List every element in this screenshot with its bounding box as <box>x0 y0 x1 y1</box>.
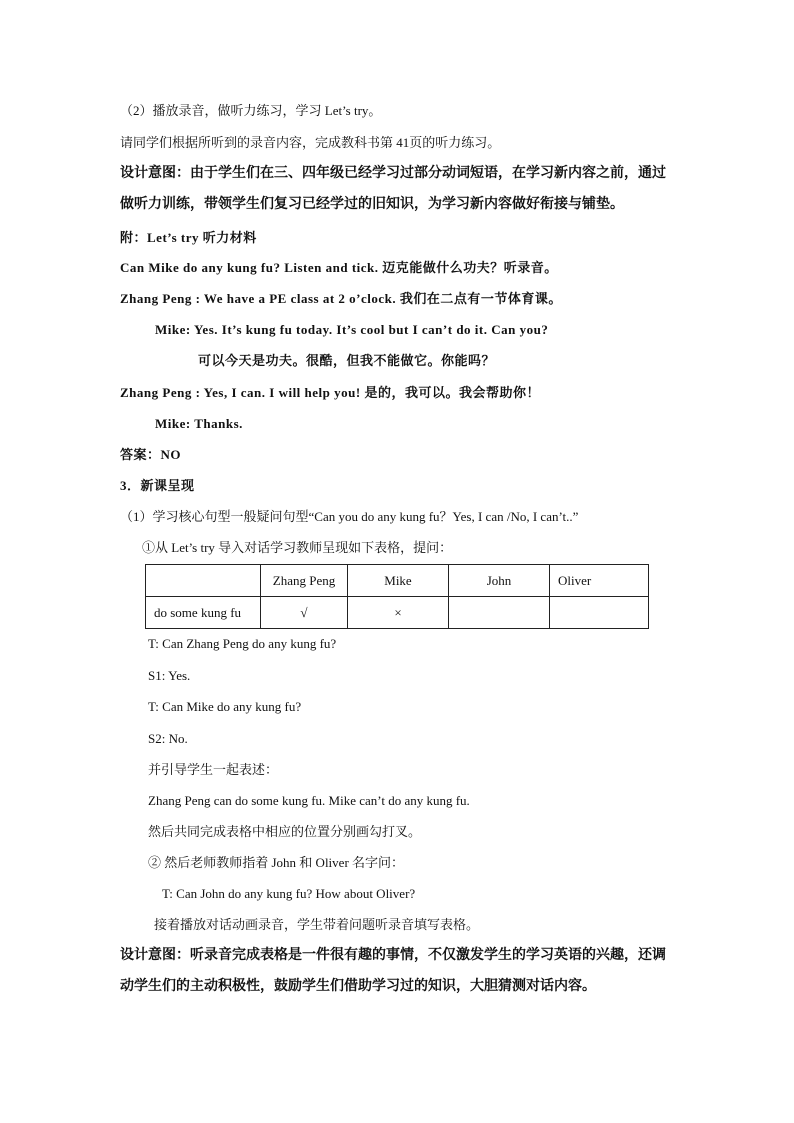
table-cell-oliver <box>550 597 649 629</box>
table-cell-zhang-peng: √ <box>261 597 348 629</box>
step-2-text: ② 然后老师教师指着 John 和 Oliver 名字问： <box>148 855 405 870</box>
summary-sentence: Zhang Peng can do some kung fu. Mike can’t do any kung fu. <box>148 793 470 808</box>
answer-line: 答案：NO <box>120 447 182 462</box>
design-intent-1-line-2: 做听力训练，带领学生们复习已经学过的旧知识，为学习新内容做好衔接与铺垫。 <box>120 197 624 212</box>
section-2-heading: （2）播放录音，做听力练习，学习 Let’s try。 <box>120 103 382 118</box>
table-header-zhang-peng: Zhang Peng <box>261 565 348 597</box>
design-intent-2-line-1: 设计意图：听录音完成表格是一件很有趣的事情，不仅激发学生的学习英语的兴趣，还调 <box>120 948 666 963</box>
kung-fu-table <box>145 564 649 629</box>
dialogue-line-mike-2: Mike: Thanks. <box>155 416 243 431</box>
table-header-empty <box>146 565 261 597</box>
exchange-t-2: T: Can Mike do any kung fu? <box>148 699 302 714</box>
table-header-mike: Mike <box>348 565 449 597</box>
dialogue-line-zhang-2: Zhang Peng : Yes, I can. I will help you! 是的，我可以。我会帮助你！ <box>120 385 540 400</box>
step-2-question: T: Can John do any kung fu? How about Oliver? <box>162 886 416 901</box>
exchange-s2: S2: No. <box>148 731 188 746</box>
guide-text: 并引导学生一起表述： <box>148 762 279 777</box>
appendix-heading: 附：Let’s try 听力材料 <box>120 230 257 245</box>
table-instruction: 然后共同完成表格中相应的位置分别画勾打叉。 <box>148 824 422 839</box>
core-sentence-heading: （1）学习核心句型一般疑问句型“Can you do any kung fu？Yes, I can /No, I can’t..” <box>120 509 579 524</box>
exchange-s1: S1: Yes. <box>148 668 191 683</box>
section-3-heading: 3．新课呈现 <box>120 478 195 493</box>
table-cell-mike: × <box>348 597 449 629</box>
table-header-john: John <box>449 565 550 597</box>
table-row-label: do some kung fu <box>146 597 261 629</box>
dialogue-line-intro: Can Mike do any kung fu? Listen and tick. 迈克能做什么功夫？听录音。 <box>120 260 558 275</box>
playback-instruction: 接着播放对话动画录音，学生带着问题听录音填写表格。 <box>154 917 480 932</box>
design-intent-1-line-1: 设计意图：由于学生们在三、四年级已经学习过部分动词短语，在学习新内容之前，通过 <box>120 166 666 181</box>
step-1-text: ①从 Let’s try 导入对话学习教师呈现如下表格，提问： <box>142 540 453 555</box>
design-intent-2-line-2: 动学生们的主动积极性，鼓励学生们借助学习过的知识，大胆猜测对话内容。 <box>120 979 596 994</box>
exchange-t-1: T: Can Zhang Peng do any kung fu? <box>148 636 337 651</box>
dialogue-line-zhang-1: Zhang Peng : We have a PE class at 2 o’clock. 我们在二点有一节体育课。 <box>120 291 562 306</box>
dialogue-line-mike-1: Mike: Yes. It’s kung fu today. It’s cool but I can’t do it. Can you? <box>155 322 549 337</box>
dialogue-line-mike-1-translation: 可以今天是功夫。很酷，但我不能做它。你能吗？ <box>198 353 496 368</box>
table-row <box>146 597 649 629</box>
table-header-row <box>146 565 649 597</box>
listening-instruction: 请同学们根据所听到的录音内容，完成教科书第 41页的听力练习。 <box>120 135 501 150</box>
table-cell-john <box>449 597 550 629</box>
table-header-oliver: Oliver <box>550 565 649 597</box>
